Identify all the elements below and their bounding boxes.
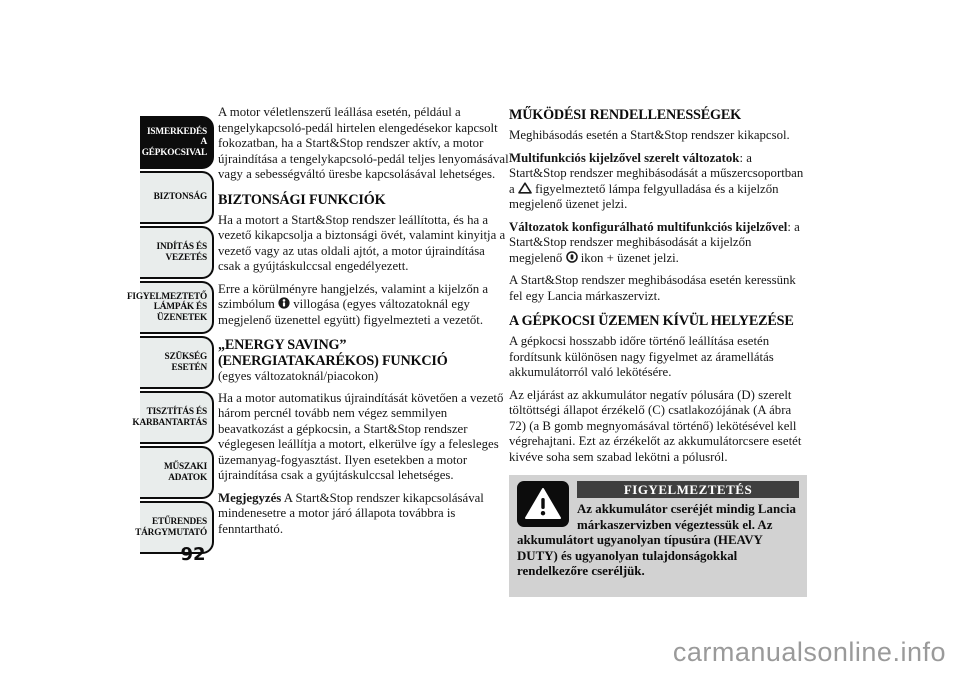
paragraph-long-stop: A gépkocsi hosszabb időre történő leállítása esetén fordítsunk különösen nagy figyelmet az áramellátás akkumulátorról való lekötésére.: [509, 334, 774, 379]
sidebar-tab-biztonsag: [140, 171, 214, 224]
tab-label: BIZTONSÁG: [153, 192, 207, 203]
chapter-tab-list: [126, 116, 214, 556]
sidebar-tab-ismerkedes-a-gepkocsival: [140, 116, 214, 169]
sidebar-tab-figyelmezteto-lampak: [126, 281, 214, 334]
paragraph-configurable-display: Változatok konfigurálható multifunkciós kijelzővel: a Start&Stop rendszer meghibásodását a kijelzőn megjelenő ikon + üzenet jelzi.: [509, 219, 800, 265]
page-number: 92: [180, 544, 206, 565]
heading-energy-saving-subnote: (egyes változatoknál/piacokon): [218, 369, 379, 383]
sidebar-tab-tisztitas-es-karbantartas: [132, 391, 214, 444]
warning-box: [509, 475, 807, 597]
seatbelt-warning-icon: [278, 297, 290, 309]
paragraph-battery-sensor: Az eljárást az akkumulátor negatív pólusára (D) szerelt töltöttségi állapot érzékelő (C) csatlakozójának (A ábra 72) (a B gomb megnyomásával történő) lekötésével kell végrehajtani. Ezt az érzékelőt az akkumulátorcsere esetét kivéve soha sem szabad lekötni a pólusról.: [509, 387, 802, 464]
tab-label: INDÍTÁS ÉS VEZETÉS: [156, 242, 207, 263]
tab-label: ETŰRENDES TÁRGYMUTATÓ: [135, 517, 208, 538]
paragraph-energy-saving: Ha a motor automatikus újraindítását követően a vezető három percnél tovább nem végez semmilyen beavatkozást a gépkocsin, a Start&Stop rendszer véglegesen leállítja a motort, elkerülve így a felesleges üzemanyag-fogyasztást. Ilyen esetekben a motor újraindítása csak a gyújtáskulccsal lehetséges.: [218, 390, 504, 482]
tab-label: FIGYELMEZTETŐ LÁMPÁK ÉS ÜZENETEK: [126, 292, 207, 323]
warning-title: FIGYELMEZTETÉS: [577, 481, 799, 498]
paragraph-fault-off: Meghibásodás esetén a Start&Stop rendszer kikapcsol.: [509, 128, 790, 142]
heading-energy-saving: „ENERGY SAVING” (ENERGIATAKARÉKOS) FUNKCIÓ: [218, 337, 448, 369]
left-column: [218, 105, 510, 544]
fault-indicator-icon: [566, 251, 578, 263]
paragraph-engine-stall: A motor véletlenszerű leállása esetén, például a tengelykapcsoló-pedál hirtelen elengedésekor kapcsolt fokozatban, ha a Start&Stop rendszer aktív, a motor újraindítása a tengelykapcsoló-pedál teljes lenyomásával vagy a sebességváltó üresbe kapcsolásával lehetséges.: [218, 105, 509, 181]
warning-body: Az akkumulátor cseréjét mindig Lancia márkaszervizben végeztessük el. Az akkumulátort ugyanolyan típusúra (HEAVY DUTY) és ugyanolyan tulajdonságokkal rendelkezőre cseréljük.: [517, 502, 796, 579]
tab-label: SZÜKSÉG ESETÉN: [164, 352, 207, 373]
sidebar-tab-muszaki-adatok: [140, 446, 214, 499]
tab-label: ISMERKEDÉS A GÉPKOCSIVAL: [141, 127, 207, 158]
paragraph-service: A Start&Stop rendszer meghibásodása esetén keressünk fel egy Lancia márkaszervizt.: [509, 273, 796, 303]
paragraph-note: Megjegyzés A Start&Stop rendszer kikapcsolásával mindenesetre a motor járó állapota továbbra is fenntartható.: [218, 490, 484, 536]
warning-triangle-inline-icon: [518, 182, 532, 194]
note-label: Megjegyzés: [218, 490, 282, 505]
heading-uzemen-kivul-helyezes: A GÉPKOCSI ÜZEMEN KÍVÜL HELYEZÉSE: [509, 313, 794, 329]
paragraph-safety-restart: Ha a motort a Start&Stop rendszer leállította, és ha a vezető kikapcsolja a biztonsági övét, valamint kinyitja a vezető vagy az utas oldali ajtót, a motor újraindítása csak a gyújtáskulccsal engedélyezett.: [218, 212, 506, 273]
tab-label: MŰSZAKI ADATOK: [163, 462, 207, 483]
sidebar-tab-inditas-es-vezetes: [140, 226, 214, 279]
warning-triangle-icon: [517, 481, 569, 527]
watermark: carmanualsonline.info: [672, 637, 946, 667]
sidebar-tab-szukseg-eseten: [140, 336, 214, 389]
heading-biztonsagi-funkciok: BIZTONSÁGI FUNKCIÓK: [218, 191, 386, 208]
paragraph-symbol-blink: Erre a körülményre hangjelzés, valamint a kijelzőn a szimbólum villogása (egyes változatoknál egy megjelenő üzenettel együtt) figyelmezteti a vezetőt.: [218, 281, 489, 327]
paragraph-multifunction-display: Multifunkciós kijelzővel szerelt változatok: a Start&Stop rendszer meghibásodását a műszercsoportban a figyelmeztető lámpa felgyulladása és a kijelzőn megjelenő üzenet jelzi.: [509, 150, 804, 211]
right-column: [509, 105, 807, 597]
heading-mukodesi-rendellenessegek: MŰKÖDÉSI RENDELLENESSÉGEK: [509, 107, 741, 123]
tab-label: TISZTÍTÁS ÉS KARBANTARTÁS: [132, 407, 207, 428]
